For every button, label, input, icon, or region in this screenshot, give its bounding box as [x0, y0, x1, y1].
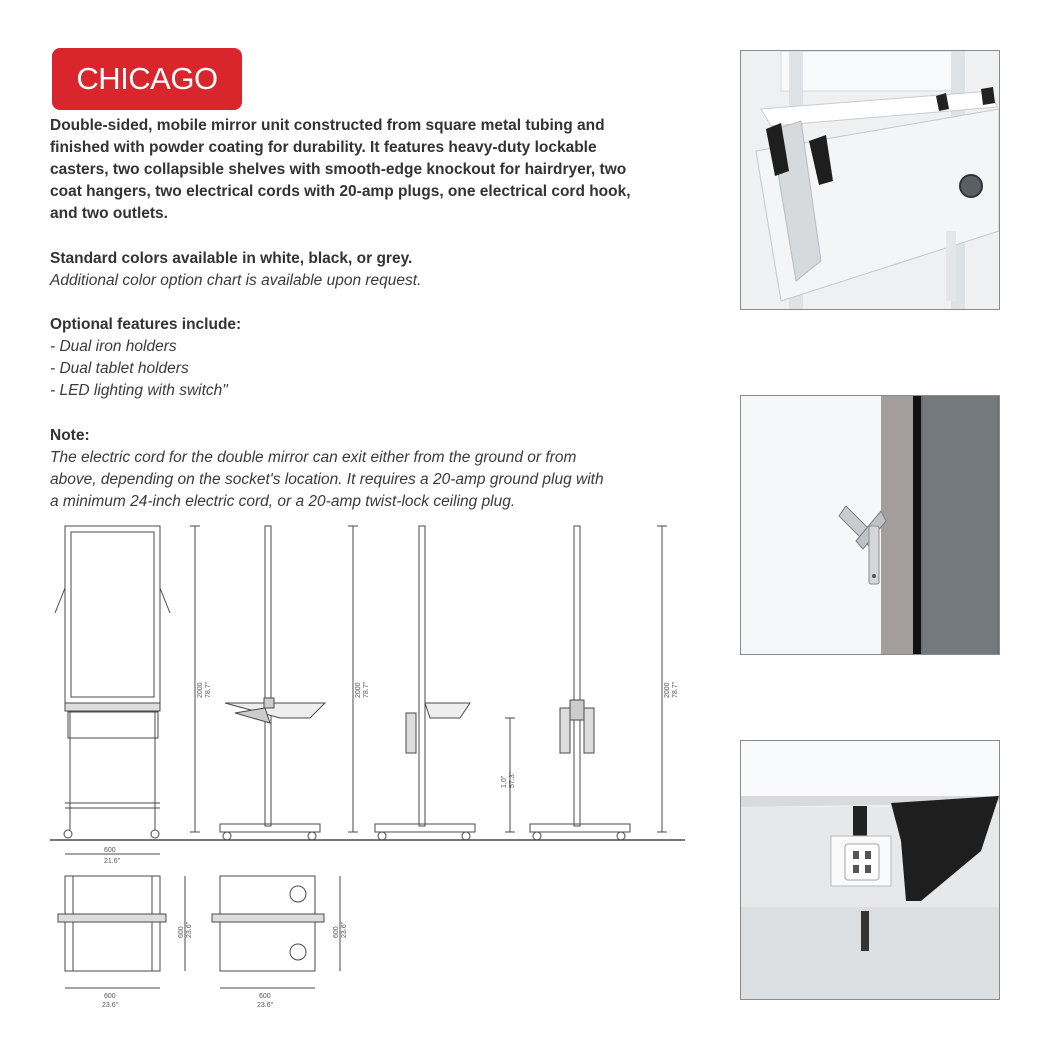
depth-dim-label: 600: [333, 926, 340, 938]
height-dim-label: 2000: [355, 682, 362, 698]
width-dim-label: 600: [104, 993, 116, 1000]
note-line: above, depending on the socket's location. It requires a 20-amp ground plug with: [50, 471, 604, 488]
outlet-illustration: [741, 741, 999, 999]
side-view-1: [220, 526, 325, 840]
plan-view-2: [212, 876, 340, 988]
height-dim-label-in: 78.7": [672, 681, 679, 698]
note-section: [50, 425, 700, 513]
additional-colors: Additional color option chart is available upon request.: [50, 272, 422, 289]
height-dim-label-in: 78.7": [363, 681, 370, 698]
width-dim-label: 600: [259, 993, 271, 1000]
optional-heading: Optional features include:: [50, 316, 242, 333]
hook-photo: [740, 395, 1000, 655]
height-dim-label: 2000: [664, 682, 671, 698]
width-dim-label-in: 23.6": [257, 1002, 274, 1009]
colors-section: [50, 248, 700, 292]
optional-item: - Dual iron holders: [50, 338, 177, 355]
note-line: a minimum 24-inch electric cord, or a 20-amp twist-lock ceiling plug.: [50, 493, 516, 510]
shelf-dim-label-in: 57.3": [509, 771, 516, 788]
height-dim-label: 2000: [197, 682, 204, 698]
standard-colors: Standard colors available in white, black, or grey.: [50, 250, 413, 267]
hook-illustration: [741, 396, 999, 654]
optional-item: - LED lighting with switch": [50, 382, 228, 399]
depth-dim-label: 600: [178, 926, 185, 938]
side-view-2: [375, 526, 475, 840]
description-line: coat hangers, two electrical cords with 20-amp plugs, one electrical cord hook,: [50, 183, 631, 200]
page-title: CHICAGO: [52, 48, 242, 110]
description-line: casters, two collapsible shelves with smooth-edge knockout for hairdryer, two: [50, 161, 627, 178]
optional-item: - Dual tablet holders: [50, 360, 189, 377]
description-line: finished with powder coating for durability. It features heavy-duty lockable: [50, 139, 597, 156]
depth-dim-label-in: 23.6": [341, 921, 348, 938]
depth-dim-label-in: 23.6": [186, 921, 193, 938]
height-dim-label-in: 78.7": [205, 681, 212, 698]
note-heading: Note:: [50, 427, 90, 444]
shelf-illustration: [741, 51, 999, 309]
width-dim-label-in: 21.6": [104, 858, 121, 865]
optional-features: [50, 314, 700, 402]
side-view-3: [530, 526, 630, 840]
note-line: The electric cord for the double mirror can exit either from the ground or from: [50, 449, 577, 466]
shelf-dim-label: 1,0”: [501, 775, 508, 788]
description-line: Double-sided, mobile mirror unit constructed from square metal tubing and: [50, 117, 605, 134]
plan-view-1: [58, 876, 185, 988]
outlet-photo: [740, 740, 1000, 1000]
description: [50, 115, 700, 225]
front-view: [55, 526, 170, 838]
width-dim-label: 600: [104, 847, 116, 854]
shelf-photo: [740, 50, 1000, 310]
technical-drawings: [40, 518, 720, 1018]
description-line: and two outlets.: [50, 205, 168, 222]
width-dim-label-in: 23.6": [102, 1002, 119, 1009]
